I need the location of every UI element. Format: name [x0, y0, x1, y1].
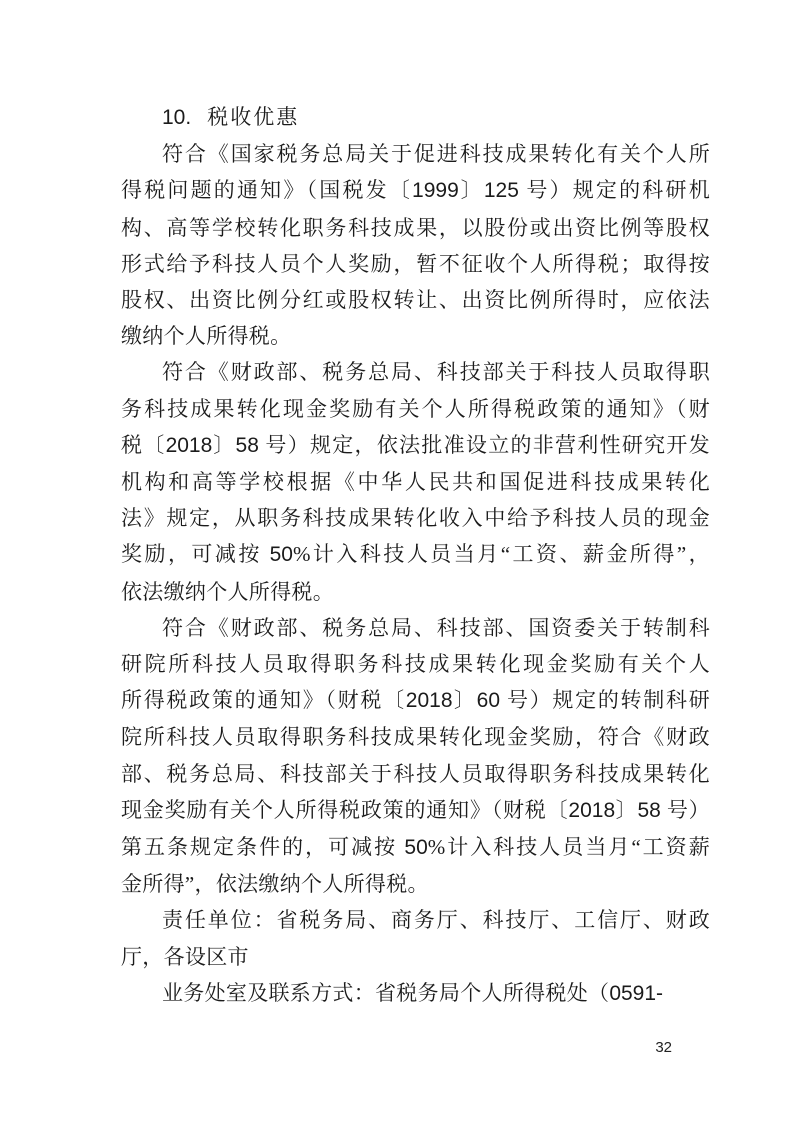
- paragraphs-container: [121, 136, 710, 1012]
- numeric-text: 125: [483, 179, 519, 203]
- section-heading: [121, 99, 710, 136]
- text-line: 机构和高等学校根据《中华人民共和国促进科技成果转化: [121, 470, 710, 495]
- text-line: 形式给予科技人员个人奖励，暂不征收个人所得税；取得按: [121, 251, 710, 276]
- text-line: 研院所科技人员取得职务科技成果转化现金奖励有关个人: [121, 652, 710, 677]
- numeric-text: 2018: [568, 798, 616, 822]
- text-line: 第五条规定条件的，可减按 50%计入科技人员当月“工资薪: [121, 835, 710, 860]
- text-line: 务科技成果转化现金奖励有关个人所得税政策的通知》（财: [121, 396, 710, 421]
- numeric-text: 1999: [412, 179, 459, 203]
- numeric-text: 60: [476, 689, 501, 713]
- text-line: 所得税政策的通知》（财税〔2018〕60 号）规定的转制科研: [121, 688, 710, 713]
- numeric-text: 50: [269, 543, 293, 567]
- text-line: 院所科技人员取得职务科技成果转化现金奖励，符合《财政: [121, 725, 710, 750]
- page-number: 32: [655, 1039, 672, 1056]
- numeric-text: 2018: [405, 689, 453, 713]
- document-body: [121, 99, 710, 1012]
- text-line: 符合《财政部、税务总局、科技部关于科技人员取得职: [162, 360, 710, 385]
- text-line: 依法缴纳个人所得税。: [121, 579, 334, 604]
- text-line: 构、高等学校转化职务科技成果，以股份或出资比例等股权: [121, 215, 710, 240]
- numeric-text: 58: [235, 433, 259, 457]
- numeric-text: 50: [404, 836, 428, 860]
- text-line: 金所得”，依法缴纳个人所得税。: [121, 872, 429, 897]
- text-line: 现金奖励有关个人所得税政策的通知》（财税〔2018〕58 号）: [121, 797, 710, 822]
- text-line: 股权、出资比例分红或股权转让、出资比例所得时，应依法: [121, 288, 710, 313]
- numeric-text: 0591-: [609, 981, 664, 1005]
- text-line: 符合《财政部、税务总局、科技部、国资委关于转制科: [162, 615, 710, 640]
- text-line: 厅，各设区市: [121, 944, 249, 969]
- text-line: 符合《国家税务总局关于促进科技成果转化有关个人所: [162, 142, 710, 167]
- section-title: 税收优惠: [207, 105, 300, 129]
- text-line: 部、税务总局、科技部关于科技人员取得职务科技成果转化: [121, 761, 710, 786]
- numeric-text: 58: [637, 798, 661, 822]
- text-line: 责任单位：省税务局、商务厅、科技厅、工信厅、财政: [162, 908, 710, 933]
- text-line: 法》规定，从职务科技成果转化收入中给予科技人员的现金: [121, 506, 710, 531]
- text-line: 缴纳个人所得税。: [121, 324, 292, 349]
- text-line: 得税问题的通知》（国税发〔1999〕125 号）规定的科研机: [121, 178, 710, 203]
- text-line: 奖励，可减按 50%计入科技人员当月“工资、薪金所得”，: [121, 542, 710, 567]
- numeric-text: 2018: [165, 433, 213, 457]
- text-line: 业务处室及联系方式：省税务局个人所得税处（0591-: [162, 980, 664, 1005]
- text-line: 税〔2018〕58 号）规定，依法批准设立的非营利性研究开发: [121, 432, 710, 457]
- section-number: 10.: [162, 106, 192, 129]
